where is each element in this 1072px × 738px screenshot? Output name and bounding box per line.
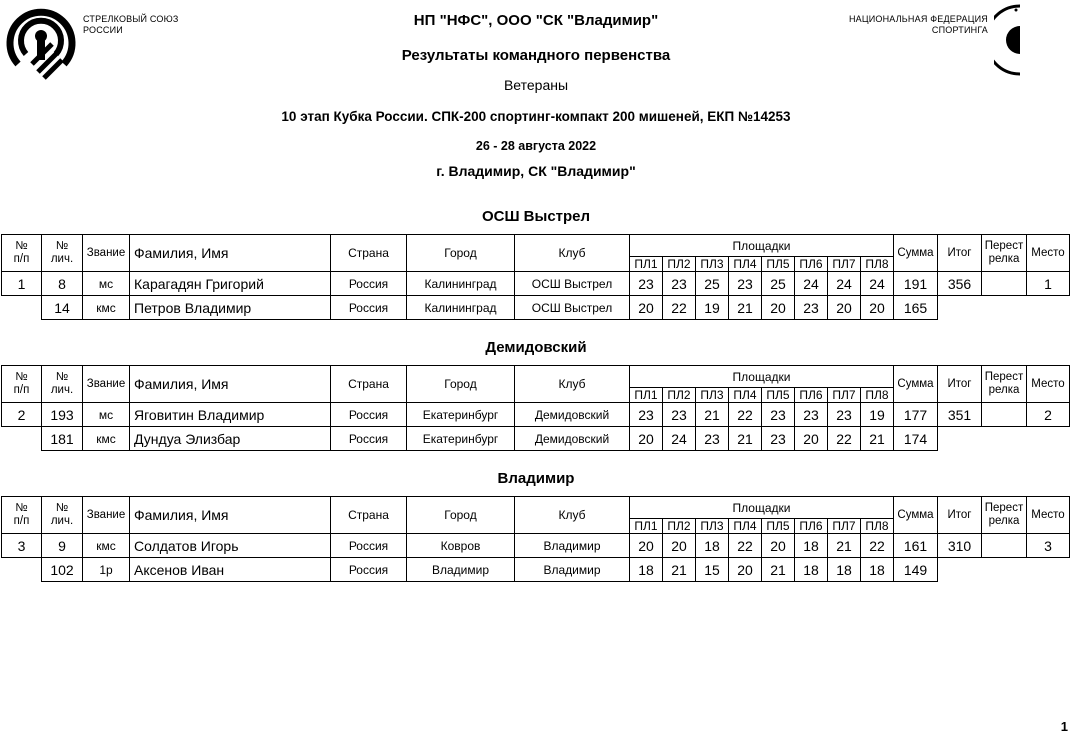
col-header-lic: № лич. — [42, 497, 83, 534]
athlete-name: Карагадян Григорий — [130, 272, 331, 296]
license-number: 8 — [42, 272, 83, 296]
station-score: 18 — [696, 534, 729, 558]
col-header-shootoff: Перест релка — [982, 235, 1027, 272]
station-score: 24 — [663, 427, 696, 451]
col-header-station: ПЛ3 — [696, 257, 729, 272]
rank: мс — [83, 272, 130, 296]
col-header-name: Фамилия, Имя — [130, 497, 331, 534]
table-row — [2, 558, 1070, 582]
col-header-station: ПЛ6 — [795, 388, 828, 403]
station-score: 23 — [663, 272, 696, 296]
club: ОСШ Выстрел — [515, 296, 630, 320]
col-header-station: ПЛ1 — [630, 388, 663, 403]
shootoff — [982, 534, 1027, 558]
event-dates: 26 - 28 августа 2022 — [475, 139, 597, 153]
station-score: 22 — [729, 403, 762, 427]
station-score: 23 — [828, 403, 861, 427]
event-name: 10 этап Кубка России. СПК-200 спортинг-компакт 200 мишеней, ЕКП №14253 — [281, 109, 791, 124]
station-score: 23 — [630, 272, 663, 296]
station-score: 18 — [630, 558, 663, 582]
team-number: 1 — [2, 272, 42, 296]
col-header-station: ПЛ4 — [729, 519, 762, 534]
station-score: 19 — [861, 403, 894, 427]
country: Россия — [331, 272, 407, 296]
station-score: 23 — [795, 403, 828, 427]
col-header-rank: Звание — [83, 497, 130, 534]
empty-cell — [1027, 558, 1070, 582]
col-header-station: ПЛ5 — [762, 257, 795, 272]
col-header-station: ПЛ3 — [696, 388, 729, 403]
station-score: 20 — [795, 427, 828, 451]
station-score: 24 — [828, 272, 861, 296]
col-header-station: ПЛ6 — [795, 519, 828, 534]
station-score: 24 — [861, 272, 894, 296]
col-header-sum: Сумма — [894, 366, 938, 403]
city: Калининград — [407, 296, 515, 320]
col-header-station: ПЛ1 — [630, 519, 663, 534]
col-header-station: ПЛ1 — [630, 257, 663, 272]
col-header-club: Клуб — [515, 366, 630, 403]
rank: кмс — [83, 296, 130, 320]
station-score: 21 — [828, 534, 861, 558]
col-header-country: Страна — [331, 366, 407, 403]
col-header-station: ПЛ2 — [663, 257, 696, 272]
col-header-lic: № лич. — [42, 235, 83, 272]
station-score: 20 — [630, 296, 663, 320]
org-right-line: СПОРТИНГА — [931, 25, 988, 35]
rank: мс — [83, 403, 130, 427]
empty-cell — [982, 558, 1027, 582]
page-number: 1 — [1060, 719, 1068, 734]
col-header-rank: Звание — [83, 366, 130, 403]
col-header-station: ПЛ2 — [663, 519, 696, 534]
license-number: 9 — [42, 534, 83, 558]
station-score: 25 — [762, 272, 795, 296]
team-number: 3 — [2, 534, 42, 558]
athlete-name: Петров Владимир — [130, 296, 331, 320]
col-header-station: ПЛ8 — [861, 257, 894, 272]
col-header-shootoff: Перест релка — [982, 497, 1027, 534]
col-header-club: Клуб — [515, 235, 630, 272]
club: ОСШ Выстрел — [515, 272, 630, 296]
col-header-grounds: Площадки — [630, 235, 894, 257]
empty-cell — [2, 427, 42, 451]
team-place: 1 — [1027, 272, 1070, 296]
rank: кмс — [83, 427, 130, 451]
col-header-station: ПЛ7 — [828, 388, 861, 403]
station-score: 25 — [696, 272, 729, 296]
report-title: Результаты командного первенства — [401, 47, 671, 64]
score-sum: 191 — [894, 272, 938, 296]
empty-cell — [938, 296, 982, 320]
col-header-city: Город — [407, 497, 515, 534]
station-score: 18 — [828, 558, 861, 582]
table-row — [2, 403, 1070, 427]
team-results-table — [1, 365, 1070, 451]
station-score: 18 — [795, 558, 828, 582]
col-header-station: ПЛ3 — [696, 519, 729, 534]
table-row — [2, 296, 1070, 320]
athlete-name: Аксенов Иван — [130, 558, 331, 582]
station-score: 20 — [630, 534, 663, 558]
team-results-table — [1, 234, 1070, 320]
col-header-name: Фамилия, Имя — [130, 366, 331, 403]
col-header-station: ПЛ8 — [861, 388, 894, 403]
col-header-sum: Сумма — [894, 497, 938, 534]
station-score: 23 — [696, 427, 729, 451]
col-header-station: ПЛ6 — [795, 257, 828, 272]
club: Владимир — [515, 534, 630, 558]
station-score: 21 — [729, 296, 762, 320]
station-score: 20 — [762, 534, 795, 558]
col-header-rank: Звание — [83, 235, 130, 272]
col-header-station: ПЛ5 — [762, 388, 795, 403]
col-header-city: Город — [407, 235, 515, 272]
col-header-club: Клуб — [515, 497, 630, 534]
table-header-row — [2, 497, 1070, 519]
table-row — [2, 427, 1070, 451]
club: Демидовский — [515, 403, 630, 427]
station-score: 20 — [828, 296, 861, 320]
team-total: 310 — [938, 534, 982, 558]
country: Россия — [331, 534, 407, 558]
team-results-table — [1, 496, 1070, 582]
col-header-grounds: Площадки — [630, 497, 894, 519]
shootoff — [982, 403, 1027, 427]
club: Владимир — [515, 558, 630, 582]
table-row — [2, 272, 1070, 296]
athlete-name: Солдатов Игорь — [130, 534, 331, 558]
col-header-place: Место — [1027, 497, 1070, 534]
station-score: 21 — [729, 427, 762, 451]
col-header-shootoff: Перест релка — [982, 366, 1027, 403]
station-score: 24 — [795, 272, 828, 296]
col-header-place: Место — [1027, 366, 1070, 403]
station-score: 20 — [729, 558, 762, 582]
team-number: 2 — [2, 403, 42, 427]
station-score: 20 — [663, 534, 696, 558]
col-header-lic: № лич. — [42, 366, 83, 403]
station-score: 18 — [861, 558, 894, 582]
score-sum: 174 — [894, 427, 938, 451]
score-sum: 177 — [894, 403, 938, 427]
station-score: 23 — [630, 403, 663, 427]
col-header-station: ПЛ8 — [861, 519, 894, 534]
empty-cell — [938, 427, 982, 451]
station-score: 22 — [729, 534, 762, 558]
license-number: 193 — [42, 403, 83, 427]
category: Ветераны — [503, 77, 569, 93]
license-number: 102 — [42, 558, 83, 582]
col-header-station: ПЛ4 — [729, 257, 762, 272]
empty-cell — [1027, 296, 1070, 320]
country: Россия — [331, 403, 407, 427]
col-header-station: ПЛ4 — [729, 388, 762, 403]
table-header-row — [2, 235, 1070, 257]
event-location: г. Владимир, СК "Владимир" — [436, 163, 636, 179]
score-sum: 149 — [894, 558, 938, 582]
station-score: 18 — [795, 534, 828, 558]
shootoff — [982, 272, 1027, 296]
table-header-row — [2, 366, 1070, 388]
col-header-station: ПЛ2 — [663, 388, 696, 403]
country: Россия — [331, 558, 407, 582]
station-score: 23 — [762, 403, 795, 427]
station-score: 21 — [861, 427, 894, 451]
rank: 1р — [83, 558, 130, 582]
empty-cell — [2, 296, 42, 320]
team-title: Демидовский — [485, 339, 587, 356]
col-header-country: Страна — [331, 235, 407, 272]
license-number: 181 — [42, 427, 83, 451]
score-sum: 161 — [894, 534, 938, 558]
empty-cell — [938, 558, 982, 582]
org-left-line: СТРЕЛКОВЫЙ СОЮЗ — [83, 14, 179, 24]
col-header-country: Страна — [331, 497, 407, 534]
col-header-grounds: Площадки — [630, 366, 894, 388]
team-total: 356 — [938, 272, 982, 296]
col-header-total: Итог — [938, 235, 982, 272]
station-score: 22 — [861, 534, 894, 558]
col-header-total: Итог — [938, 497, 982, 534]
city: Владимир — [407, 558, 515, 582]
col-header-city: Город — [407, 366, 515, 403]
station-score: 21 — [762, 558, 795, 582]
station-score: 21 — [696, 403, 729, 427]
team-title: ОСШ Выстрел — [481, 208, 591, 225]
station-score: 20 — [861, 296, 894, 320]
country: Россия — [331, 427, 407, 451]
country: Россия — [331, 296, 407, 320]
score-sum: 165 — [894, 296, 938, 320]
rank: кмс — [83, 534, 130, 558]
col-header-num: № п/п — [2, 235, 42, 272]
station-score: 23 — [663, 403, 696, 427]
athlete-name: Яговитин Владимир — [130, 403, 331, 427]
station-score: 20 — [762, 296, 795, 320]
table-row — [2, 534, 1070, 558]
col-header-sum: Сумма — [894, 235, 938, 272]
station-score: 20 — [630, 427, 663, 451]
station-score: 23 — [762, 427, 795, 451]
team-place: 3 — [1027, 534, 1070, 558]
empty-cell — [1027, 427, 1070, 451]
team-total: 351 — [938, 403, 982, 427]
team-title: Владимир — [497, 470, 575, 487]
organizers-title: НП "НФС", ООО "СК "Владимир" — [413, 12, 659, 29]
col-header-station: ПЛ5 — [762, 519, 795, 534]
col-header-station: ПЛ7 — [828, 257, 861, 272]
col-header-station: ПЛ7 — [828, 519, 861, 534]
station-score: 23 — [729, 272, 762, 296]
city: Екатеринбург — [407, 427, 515, 451]
col-header-place: Место — [1027, 235, 1070, 272]
city: Ковров — [407, 534, 515, 558]
empty-cell — [982, 296, 1027, 320]
station-score: 21 — [663, 558, 696, 582]
city: Калининград — [407, 272, 515, 296]
station-score: 15 — [696, 558, 729, 582]
col-header-num: № п/п — [2, 366, 42, 403]
col-header-name: Фамилия, Имя — [130, 235, 331, 272]
empty-cell — [982, 427, 1027, 451]
station-score: 23 — [795, 296, 828, 320]
col-header-total: Итог — [938, 366, 982, 403]
org-right-line: НАЦИОНАЛЬНАЯ ФЕДЕРАЦИЯ — [848, 14, 988, 24]
athlete-name: Дундуа Элизбар — [130, 427, 331, 451]
empty-cell — [2, 558, 42, 582]
station-score: 19 — [696, 296, 729, 320]
club: Демидовский — [515, 427, 630, 451]
station-score: 22 — [663, 296, 696, 320]
city: Екатеринбург — [407, 403, 515, 427]
license-number: 14 — [42, 296, 83, 320]
org-left-line: РОССИИ — [83, 25, 123, 35]
team-place: 2 — [1027, 403, 1070, 427]
station-score: 22 — [828, 427, 861, 451]
col-header-num: № п/п — [2, 497, 42, 534]
